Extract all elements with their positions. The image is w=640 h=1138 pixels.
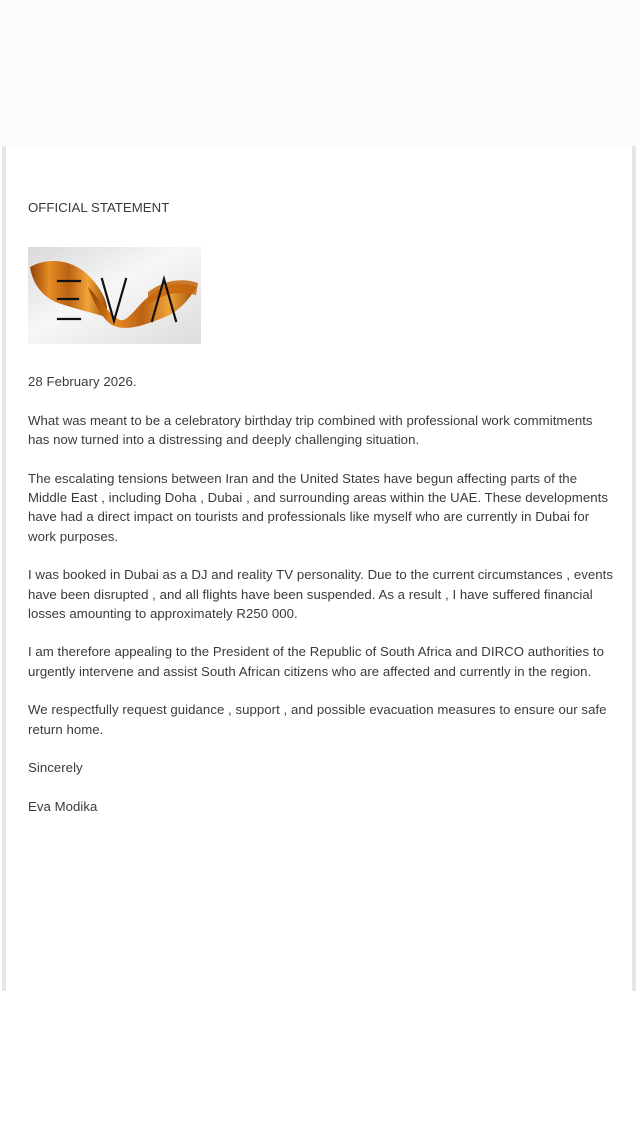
eva-logo xyxy=(28,247,201,344)
paragraph-3: I was booked in Dubai as a DJ and reality TV personality. Due to the current circumstances , events have been disrupted , and all flights have been suspended. As a result , I have suffered financial losses amounting to approximately R250 000. xyxy=(28,567,613,622)
closing: Sincerely xyxy=(28,760,83,776)
statement-date: 28 February 2026. xyxy=(28,374,137,390)
paragraph-4: I am therefore appealing to the President of the Republic of South Africa and DIRCO authorities to urgently intervene and assist South African citizens who are affected and currently in the region. xyxy=(28,644,604,679)
top-margin xyxy=(0,0,640,146)
signature: Eva Modika xyxy=(28,798,98,814)
paragraph-1: What was meant to be a celebratory birthday trip combined with professional work commitments has now turned into a distressing and deeply challenging situation. xyxy=(28,412,593,448)
paragraph-5: We respectfully request guidance , support , and possible evacuation measures to ensure our safe return home. xyxy=(28,702,607,737)
document-page xyxy=(2,146,636,991)
paragraph-2: The escalating tensions between Iran and the United States have begun affecting parts of the Middle East , including Doha , Dubai , and surrounding areas within the UAE. These developments have had a direct impact on tourists and professionals like myself who are currently in Dubai for work purposes. xyxy=(28,470,608,544)
statement-heading: OFFICIAL STATEMENT xyxy=(28,200,170,215)
document-body xyxy=(28,198,613,816)
